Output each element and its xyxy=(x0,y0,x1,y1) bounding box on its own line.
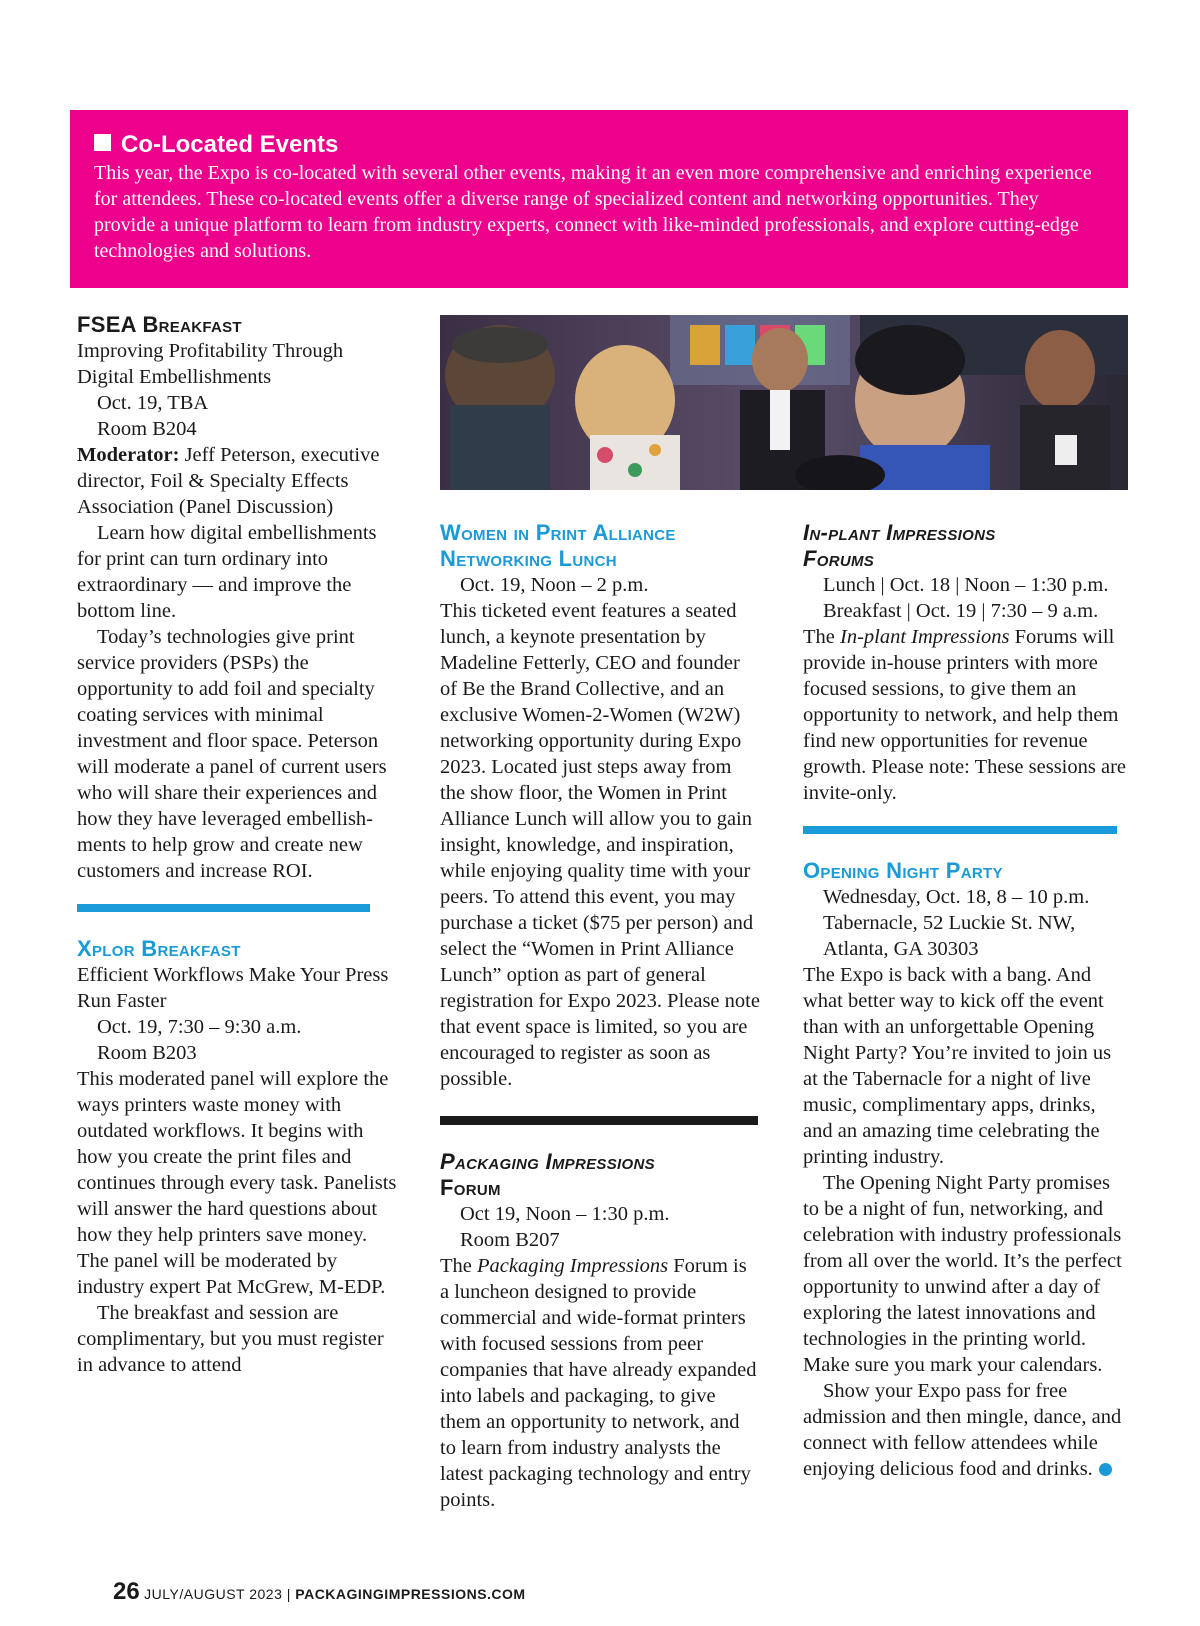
fsea-heading: FSEA Breakfast xyxy=(77,312,242,337)
banner-title xyxy=(94,132,338,158)
opening-paragraph-3 xyxy=(803,1378,1128,1482)
fsea-paragraph-1: Learn how digital embellishments for print can turn ordinary into extraordinary — and improve the bottom line. xyxy=(77,522,377,622)
packaging-date: Oct 19, Noon – 1:30 p.m. xyxy=(460,1203,670,1225)
inplant-p1-title: In-plant Impressions xyxy=(840,626,1010,648)
opening-p3-text: Show your Expo pass for free admission and then mingle, dance, and connect with fellow attendees while enjoying delicious food and drinks. xyxy=(803,1380,1122,1480)
column-middle xyxy=(440,520,760,1513)
xplor-date: Oct. 19, 7:30 – 9:30 a.m. xyxy=(97,1016,302,1038)
fsea-date: Oct. 19, TBA xyxy=(97,392,209,414)
banner-body: This year, the Expo is co-located with several other events, making it an even more comprehensive and enriching experience for attendees. These co-located events offer a diverse range of specialized content and networking opportunities. They provide a unique platform to learn from industry experts, connect with like-minded professionals, and explore cutting-edge technologies and solutions. xyxy=(94,162,1092,262)
packaging-p1-title: Packaging Impressions xyxy=(477,1255,669,1277)
website-link[interactable]: PACKAGINGIMPRESSIONS.COM xyxy=(295,1586,526,1602)
wipa-paragraph-1: This ticketed event features a seated lunch, a keynote presentation by Madeline Fetterly, CEO and founder of Be the Brand Collective, and an exclusive Women-2-Women (W2W) networking opportunity during Expo 2023. Located just steps away from the show floor, the Women in Print Alliance Lunch will allow you to gain insight, knowledge, and inspiration, while enjoying quality time with your peers. To attend this event, you may purchase a ticket ($75 per person) and select the “Women in Print Alliance Lunch” option as part of general registration for Expo 2023. Please note that event space is limited, so you are encouraged to register as soon as possible. xyxy=(440,600,760,1090)
xplor-heading: Xplor Breakfast xyxy=(77,936,241,961)
column-left xyxy=(77,312,397,1378)
expo-crowd-photo xyxy=(440,315,1128,490)
xplor-subtitle: Efficient Workflows Make Your Press Run Faster xyxy=(77,964,389,1012)
section-divider xyxy=(803,826,1117,834)
packaging-heading-line-1: Packaging Impressions xyxy=(440,1149,655,1174)
moderator-label: Moderator: xyxy=(77,444,180,466)
inplant-paragraph-1 xyxy=(803,624,1128,806)
section-divider xyxy=(440,1116,758,1125)
packaging-room: Room B207 xyxy=(460,1229,560,1251)
wipa-heading-line-1: Women in Print Alliance xyxy=(440,520,676,545)
inplant-heading-line-1: In-plant Impressions xyxy=(803,520,996,545)
wipa-heading-line-2: Networking Lunch xyxy=(440,546,617,571)
section-divider xyxy=(77,904,370,912)
opening-paragraph-2: The Opening Night Party promises to be a night of fun, networking, and celebration with industry professionals from all over the world. It’s the perfect opportunity to unwind after a day of exploring the latest innovations and technologies in the printing world. Make sure you mark your calendars. xyxy=(803,1172,1122,1376)
opening-venue: Tabernacle, 52 Luckie St. NW, xyxy=(823,912,1076,934)
fsea-moderator xyxy=(77,442,397,520)
fsea-paragraph-2: Today’s technologies give print service providers (PSPs) the opportunity to add foil and specialty coating services with minimal investment and floor space. Peterson will moderate a panel of current users who will share their experiences and how they have leveraged embellish-ments to help grow and create new customers and increase ROI. xyxy=(77,626,387,882)
column-right xyxy=(803,520,1128,1482)
issue-date: JULY/AUGUST 2023 | xyxy=(144,1586,296,1602)
inplant-lunch: Lunch | Oct. 18 | Noon – 1:30 p.m. xyxy=(823,574,1109,596)
opening-date: Wednesday, Oct. 18, 8 – 10 p.m. xyxy=(823,886,1090,908)
square-bullet-icon xyxy=(94,134,111,151)
page-number: 26 xyxy=(113,1578,140,1605)
end-mark-dot-icon xyxy=(1099,1463,1112,1476)
inplant-breakfast: Breakfast | Oct. 19 | 7:30 – 9 a.m. xyxy=(823,600,1099,622)
opening-paragraph-1: The Expo is back with a bang. And what better way to kick off the event than with an unforgettable Opening Night Party? You’re invited to join us at the Tabernacle for a night of live music, complimentary apps, drinks, and an amazing time celebrating the printing industry. xyxy=(803,964,1112,1168)
banner-title-text: Co-Located Events xyxy=(121,131,339,158)
xplor-room: Room B203 xyxy=(97,1042,197,1064)
fsea-room: Room B204 xyxy=(97,418,197,440)
co-located-events-banner xyxy=(70,110,1128,288)
packaging-p1-pre: The xyxy=(440,1255,477,1277)
inplant-heading-line-2: Forums xyxy=(803,546,875,571)
packaging-paragraph-1 xyxy=(440,1253,760,1513)
inplant-p1-pre: The xyxy=(803,626,840,648)
page-footer xyxy=(113,1578,526,1606)
xplor-paragraph-1: This moderated panel will explore the ways printers waste money with outdated workflows. It begins with how you create the print files and continues through every task. Panelists will answer the hard questions about how they help printers save money. The panel will be moderated by industry expert Pat McGrew, M-EDP. xyxy=(77,1068,397,1298)
fsea-subtitle: Improving Profitability Through Digital Embellishments xyxy=(77,340,344,388)
opening-city: Atlanta, GA 30303 xyxy=(823,938,979,960)
inplant-p1-post: Forums will provide in-house printers with more focused sessions, to give them an opportunity to network, and help them find new opportunities for revenue growth. Please note: These sessions are invite-only. xyxy=(803,626,1126,804)
moderator-text: Jeff Peterson, executive director, Foil & Specialty Effects Association (Panel Discussion) xyxy=(77,444,380,518)
packaging-p1-post: Forum is a luncheon designed to provide commercial and wide-format printers with focused sessions from peer companies that have already expanded into labels and packaging, to give them an opportunity to network, and to learn from industry analysts the latest packaging technology and entry points. xyxy=(440,1255,757,1511)
opening-heading: Opening Night Party xyxy=(803,858,1003,883)
xplor-paragraph-2: The breakfast and session are complimentary, but you must register in advance to attend xyxy=(77,1302,384,1376)
packaging-heading-line-2: Forum xyxy=(440,1175,501,1200)
wipa-date: Oct. 19, Noon – 2 p.m. xyxy=(460,574,649,596)
photo-illustration xyxy=(440,315,1128,490)
